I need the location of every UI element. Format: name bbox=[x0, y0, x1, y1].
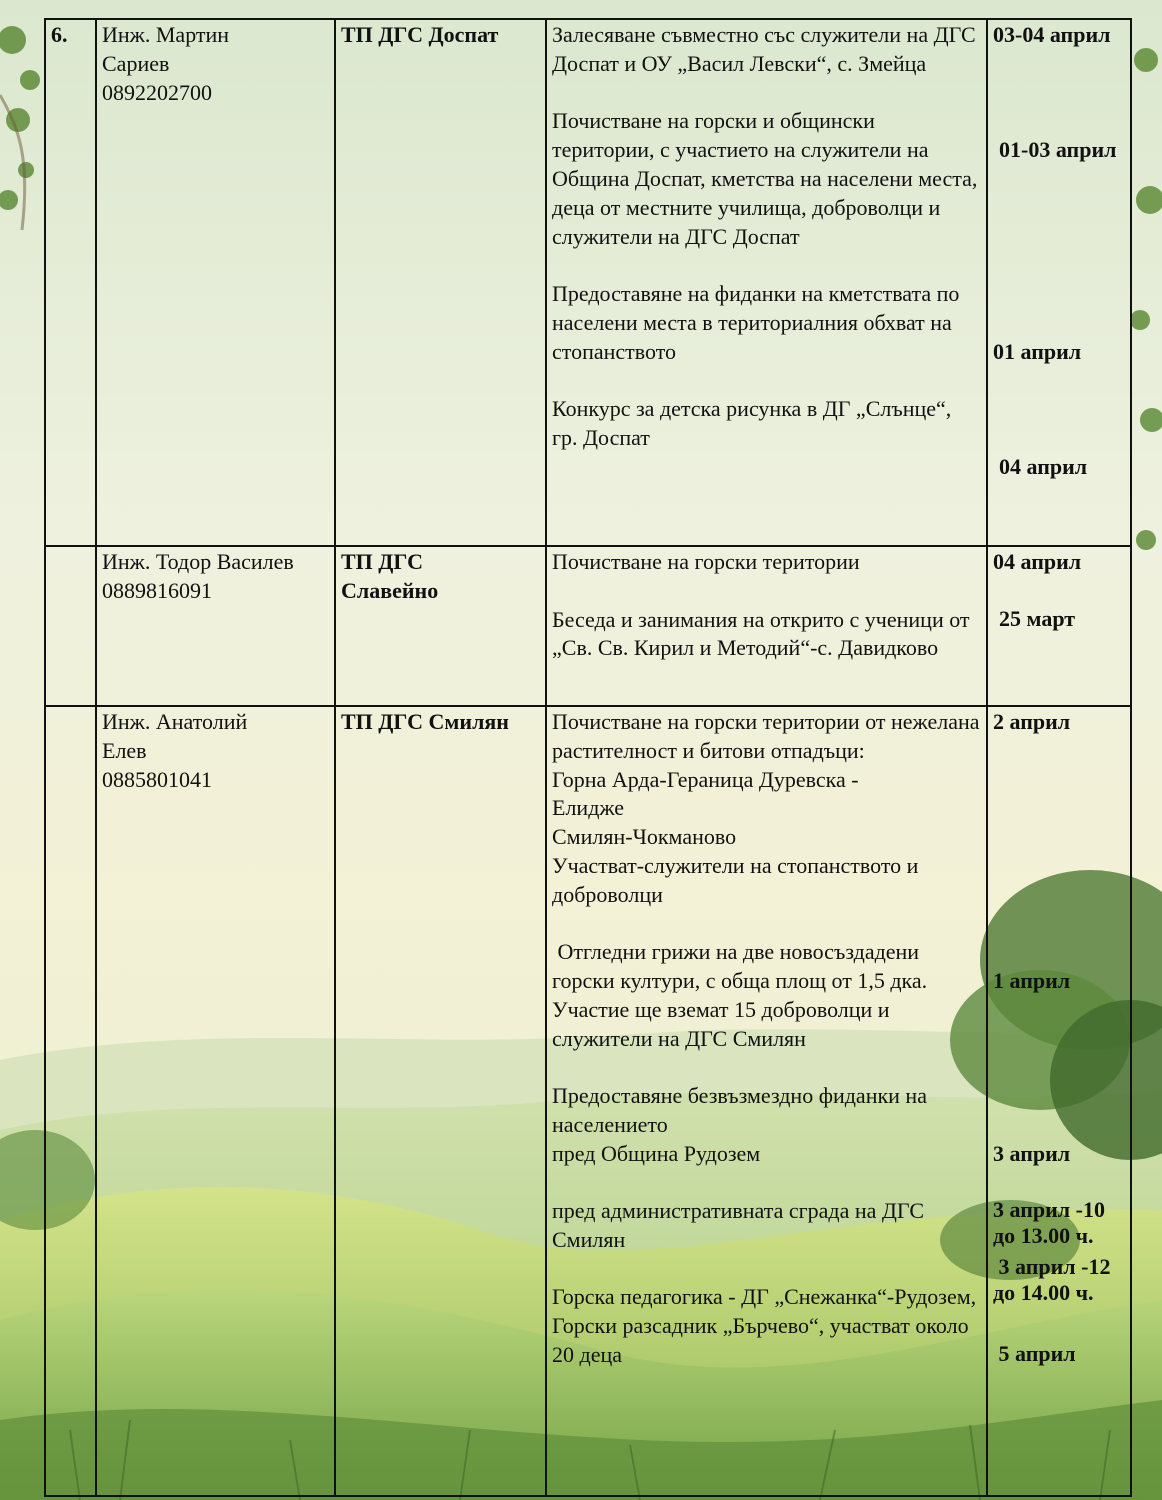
row-number bbox=[45, 706, 96, 1496]
activity-item: Горска педагогика - ДГ „Снежанка“-Рудозем, Горски разсадник „Бърчево“, участват около 20 деца bbox=[552, 1284, 977, 1367]
table-row bbox=[45, 706, 1131, 1496]
activity-item: Почистване на горски територии bbox=[552, 549, 860, 574]
date-item: 5 април bbox=[993, 1341, 1076, 1366]
date-item: 3 април bbox=[993, 1141, 1071, 1166]
activity-item: Беседа и занимания на открито с ученици от „Св. Св. Кирил и Методий“-с. Давидково bbox=[552, 606, 970, 661]
activity-item: пред Община Рудозем bbox=[552, 1140, 761, 1166]
date-item: 3 април -12 до 14.00 ч. bbox=[993, 1254, 1111, 1305]
forestry-unit: ТП ДГС Славейно bbox=[335, 546, 546, 706]
activities-cell bbox=[546, 706, 987, 1496]
date-item: 2 април bbox=[993, 709, 1071, 734]
responsible-person: Инж. Анатолий Елев 0885801041 bbox=[96, 706, 335, 1496]
date-item: 25 март bbox=[999, 606, 1076, 631]
activity-item: Предоставяне на фиданки на кметствата по населени места в териториалния обхват на стопанството bbox=[552, 281, 960, 364]
activities-cell bbox=[546, 546, 987, 706]
date-item: 04 април bbox=[993, 549, 1082, 574]
activities-table bbox=[44, 18, 1132, 1497]
activity-item: Залесяване съвместно със служители на ДГС Доспат и ОУ „Васил Левски“, с. Змейца bbox=[552, 22, 976, 76]
date-item: 01 април bbox=[993, 339, 1082, 364]
date-item: 01-03 април bbox=[999, 137, 1117, 162]
table-row bbox=[45, 19, 1131, 546]
table-row bbox=[45, 546, 1131, 706]
dates-cell bbox=[987, 706, 1131, 1496]
forestry-unit: ТП ДГС Смилян bbox=[335, 706, 546, 1496]
activity-item: Конкурс за детска рисунка в ДГ „Слънце“, гр. Доспат bbox=[552, 396, 952, 451]
activity-item: пред административната сграда на ДГС Смилян bbox=[552, 1197, 925, 1252]
row-number: 6. bbox=[45, 19, 96, 546]
activity-item: Предоставяне безвъзмездно фиданки на населението bbox=[552, 1083, 927, 1138]
forestry-unit: ТП ДГС Доспат bbox=[335, 19, 546, 546]
date-item: 03-04 април bbox=[993, 22, 1111, 47]
dates-cell bbox=[987, 546, 1131, 706]
responsible-person: Инж. Мартин Сариев 0892202700 bbox=[96, 19, 335, 546]
row-number bbox=[45, 546, 96, 706]
responsible-person: Инж. Тодор Василев 0889816091 bbox=[96, 546, 335, 706]
date-item: 1 април bbox=[993, 968, 1071, 993]
dates-cell bbox=[987, 19, 1131, 546]
date-item: 3 април -10 до 13.00 ч. bbox=[993, 1197, 1105, 1248]
activity-item: Почистване на горски територии от нежелана растителност и битови отпадъци: Горна Арда-Гераница Дуревска - Елидже Смилян-Чокманово Участват-служители на стопанството и доброволци bbox=[552, 709, 980, 907]
activity-item: Почистване на горски и общински територии, с участието на служители на Община Доспат, кметства на населени места, деца от местните училища, доброволци и служители на ДГС Доспат bbox=[552, 108, 978, 249]
date-item: 04 април bbox=[999, 454, 1088, 479]
activity-item: Отгледни грижи на две новосъздадени горски култури, с обща площ от 1,5 дка. Участие ще вземат 15 доброволци и служители на ДГС Смилян bbox=[552, 939, 933, 1051]
activities-cell bbox=[546, 19, 987, 546]
